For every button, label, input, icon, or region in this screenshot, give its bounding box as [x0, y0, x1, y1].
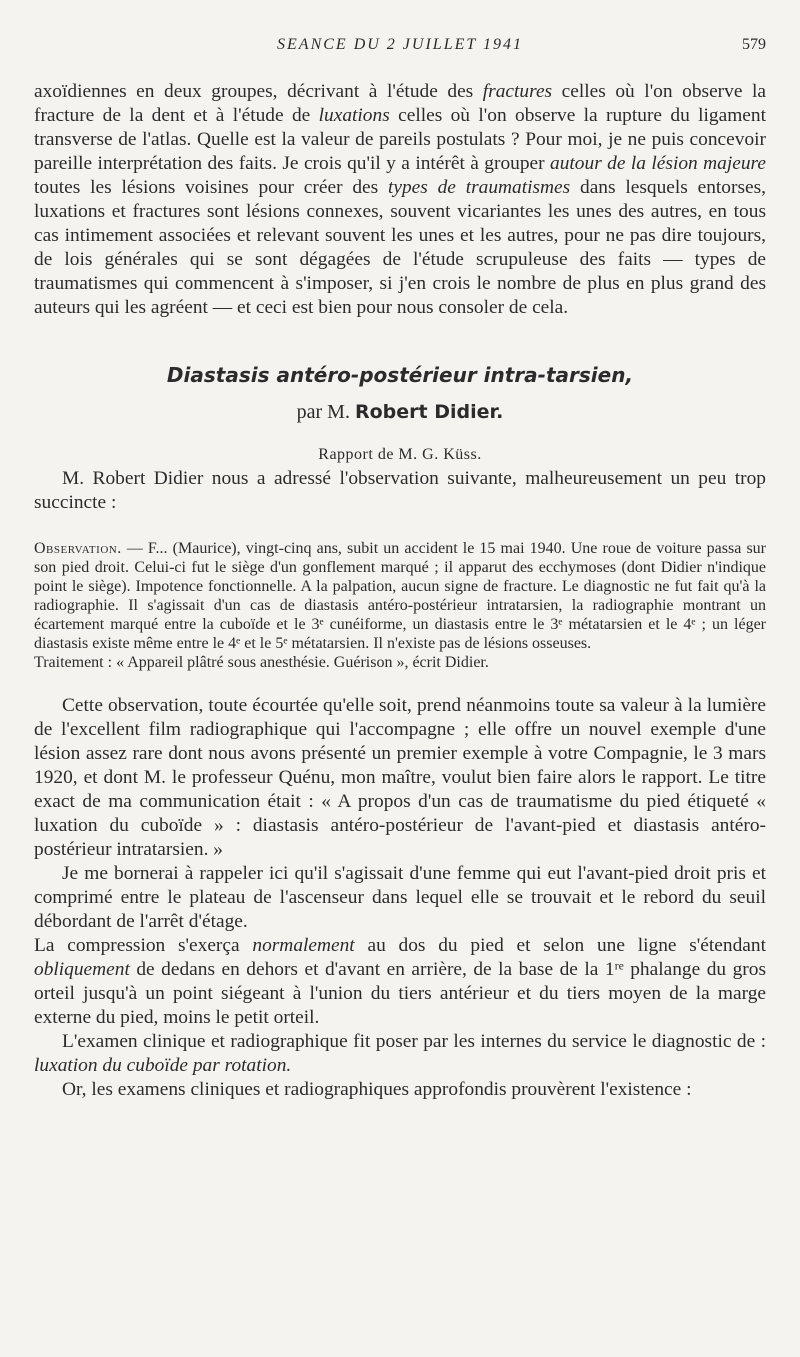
page — [34, 36, 766, 1102]
continuation-paragraph: axoïdiennes en deux groupes, décrivant à l'étude des fractures celles où l'on observe la fracture de la dent et à l'étude de luxations celles où l'on observe la rupture du ligament transverse de l'atlas. Quelle est la valeur de pareils postulats ? Pour moi, je ne puis concevoir pareille interprétation des faits. Je crois qu'il y a intérêt à grouper autour de la lésion majeure toutes les lésions voisines pour créer des types de traumatismes dans lesquels entorses, luxations et fractures sont lésions connexes, souvent vicariantes les unes des autres, en tous cas intimement associées et relevant souvent les unes et les autres, pour ne pas dire toujours, de lois générales qui se sont dégagées de l'étude scrupuleuse des faits — types de traumatismes qui commencent à s'imposer, si j'en crois le nombre de plus en plus grand des auteurs qui les agréent — et ceci est bien pour nous consoler de cela. — [34, 81, 766, 318]
commentary-paragraph-4: L'examen clinique et radiographique fit poser par les internes du service le diagnostic de : luxation du cuboïde par rotation. — [34, 1031, 766, 1076]
page-number: 579 — [742, 36, 766, 53]
body-text — [34, 80, 766, 1102]
commentary-paragraph-2: Je me bornerai à rappeler ici qu'il s'agissait d'une femme qui eut l'avant-pied droit pris et comprimé entre le plateau de l'ascenseur dans lequel elle se trouvait et le rebord du seuil débordant de l'arrêt d'étage. — [34, 863, 766, 932]
observation-label: Observation. — [34, 540, 122, 557]
author-name: Robert Didier. — [354, 401, 504, 423]
commentary-paragraph-3: La compression s'exerça normalement au dos du pied et selon une ligne s'étendant obliquement de dedans en dehors et d'avant en arrière, de la base de la 1ʳᵉ phalange du gros orteil jusqu'à un point siégeant à l'union du tiers antérieur et du tiers moyen de la marge externe du pied, moins le petit orteil. — [34, 935, 766, 1028]
commentary-paragraph-5: Or, les examens cliniques et radiographiques approfondis prouvèrent l'existence : — [62, 1079, 692, 1100]
commentary — [34, 694, 766, 1102]
running-title: SEANCE DU 2 JUILLET 1941 — [277, 36, 523, 53]
intro-paragraph: M. Robert Didier nous a adressé l'observation suivante, malheureusement un peu trop succincte : — [34, 468, 766, 513]
observation-text: Observation. — F... (Maurice), vingt-cinq ans, subit un accident le 15 mai 1940. Une roue de voiture passa sur son pied droit. Celui-ci fut le siège d'un gonflement marqué ; il apparut des ecchymoses (dont Didier n'indique point le siège). Impotence fonctionnelle. A la palpation, aucun signe de fracture. Le diagnostic ne fut fait qu'à la radiographie. Il s'agissait d'un cas de diastasis antéro-postérieur intratarsien, la radiographie montrant un écartement marqué entre la cuboïde et le 3ᵉ cunéiforme, un diastasis entre le 3ᵉ métatarsien et le 4ᵉ ; un léger diastasis existe même entre le 4ᵉ et le 5ᵉ métatarsien. Il n'existe pas de lésions osseuses. — [34, 540, 766, 652]
article-title: Diastasis antéro-postérieur intra-tarsien, — [166, 363, 634, 387]
rapport-line: Rapport de M. G. Küss. — [318, 446, 482, 463]
commentary-paragraph-1: Cette observation, toute écourtée qu'elle soit, prend néanmoins toute sa valeur à la lumière de l'excellent film radiographique qui l'accompagne ; elle offre un nouvel exemple d'une lésion assez rare dont nous avons présenté un premier exemple à votre Compagnie, le 3 mars 1920, et dont M. le professeur Quénu, mon maître, voulut bien faire alors le rapport. Le titre exact de ma communication était : « A propos d'un cas de traumatisme du pied étiqueté « luxation du cuboïde » : diastasis antéro-postérieur de l'avant-pied et diastasis antéro-postérieur intratarsien. » — [34, 695, 766, 860]
observation-traitement: Traitement : « Appareil plâtré sous anesthésie. Guérison », écrit Didier. — [34, 654, 489, 671]
running-header — [34, 36, 766, 60]
article-byline: par M. Robert Didier. — [296, 401, 504, 423]
observation-block — [34, 539, 766, 672]
